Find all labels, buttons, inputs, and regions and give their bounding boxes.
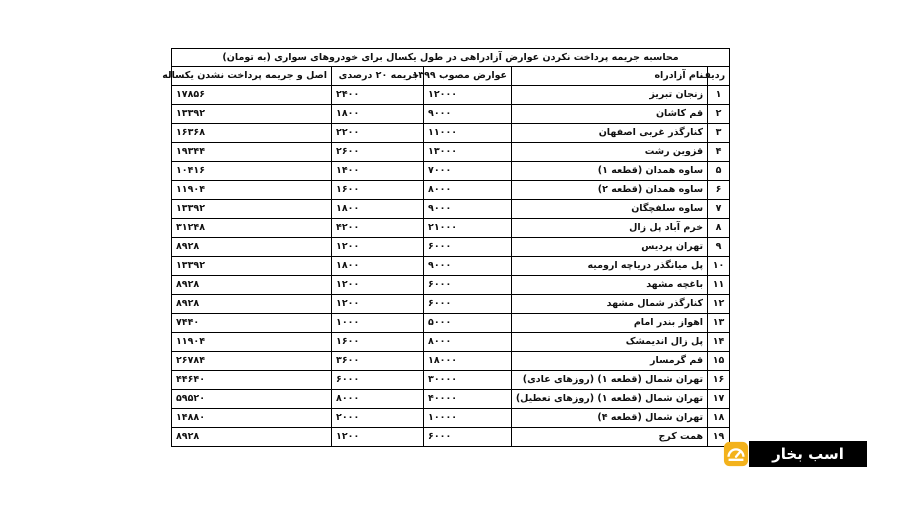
approved-toll-cell: ۱۲۰۰۰ <box>424 86 512 105</box>
freeway-name-cell: قم گرمسار <box>512 352 708 371</box>
row-number-cell: ۳ <box>708 124 730 143</box>
fine-cell: ۶۰۰۰ <box>332 371 424 390</box>
total-cell: ۳۱۲۴۸ <box>172 219 332 238</box>
fine-cell: ۱۸۰۰ <box>332 200 424 219</box>
fine-cell: ۱۲۰۰ <box>332 276 424 295</box>
freeway-name-cell: باغچه مشهد <box>512 276 708 295</box>
approved-toll-cell: ۱۰۰۰۰ <box>424 409 512 428</box>
row-number-cell: ۸ <box>708 219 730 238</box>
approved-toll-cell: ۷۰۰۰ <box>424 162 512 181</box>
approved-toll-cell: ۹۰۰۰ <box>424 257 512 276</box>
total-cell: ۸۹۲۸ <box>172 428 332 447</box>
row-number-cell: ۱۹ <box>708 428 730 447</box>
table-row <box>172 409 730 428</box>
total-cell: ۱۶۳۶۸ <box>172 124 332 143</box>
table-row <box>172 352 730 371</box>
logo-wordmark: اسب بخار <box>749 441 867 467</box>
total-cell: ۱۷۸۵۶ <box>172 86 332 105</box>
table-row <box>172 86 730 105</box>
fine-cell: ۱۲۰۰ <box>332 238 424 257</box>
approved-toll-cell: ۱۱۰۰۰ <box>424 124 512 143</box>
fine-cell: ۱۸۰۰ <box>332 105 424 124</box>
approved-toll-cell: ۲۱۰۰۰ <box>424 219 512 238</box>
approved-toll-cell: ۶۰۰۰ <box>424 276 512 295</box>
approved-toll-cell: ۱۳۰۰۰ <box>424 143 512 162</box>
fine-cell: ۳۶۰۰ <box>332 352 424 371</box>
fine-cell: ۱۶۰۰ <box>332 333 424 352</box>
total-cell: ۸۹۲۸ <box>172 276 332 295</box>
total-cell: ۱۹۳۴۴ <box>172 143 332 162</box>
fine-cell: ۲۶۰۰ <box>332 143 424 162</box>
total-cell: ۵۹۵۲۰ <box>172 390 332 409</box>
table-row <box>172 276 730 295</box>
approved-toll-cell: ۶۰۰۰ <box>424 428 512 447</box>
row-number-cell: ۱۵ <box>708 352 730 371</box>
table-body <box>172 86 730 447</box>
freeway-name-cell: قزوین رشت <box>512 143 708 162</box>
freeway-name-cell: پل میانگذر دریاچه ارومیه <box>512 257 708 276</box>
approved-toll-cell: ۶۰۰۰ <box>424 238 512 257</box>
freeway-name-cell: ساوه همدان (قطعه ۲) <box>512 181 708 200</box>
approved-toll-cell: ۸۰۰۰ <box>424 181 512 200</box>
total-cell: ۴۴۶۴۰ <box>172 371 332 390</box>
approved-toll-cell: ۴۰۰۰۰ <box>424 390 512 409</box>
freeway-name-cell: کنارگذر غربی اصفهان <box>512 124 708 143</box>
header-freeway-name: نام آزادراه <box>512 67 708 86</box>
table-row <box>172 333 730 352</box>
header-fine: جریمه ۲۰ درصدی <box>332 67 424 86</box>
row-number-cell: ۱۶ <box>708 371 730 390</box>
total-cell: ۸۹۲۸ <box>172 238 332 257</box>
freeway-name-cell: اهواز بندر امام <box>512 314 708 333</box>
title-row <box>172 49 730 67</box>
total-cell: ۸۹۲۸ <box>172 295 332 314</box>
row-number-cell: ۱۳ <box>708 314 730 333</box>
total-cell: ۱۳۳۹۲ <box>172 105 332 124</box>
approved-toll-cell: ۹۰۰۰ <box>424 200 512 219</box>
freeway-name-cell: تهران شمال (قطعه ۱) (روزهای عادی) <box>512 371 708 390</box>
total-cell: ۷۴۴۰ <box>172 314 332 333</box>
table-row <box>172 428 730 447</box>
toll-fine-table <box>162 48 730 447</box>
freeway-name-cell: تهران پردیس <box>512 238 708 257</box>
freeway-name-cell: کنارگذر شمال مشهد <box>512 295 708 314</box>
speed-badge-icon <box>723 441 749 467</box>
total-cell: ۱۳۳۹۲ <box>172 200 332 219</box>
fine-cell: ۱۸۰۰ <box>332 257 424 276</box>
table-row <box>172 371 730 390</box>
fine-cell: ۱۰۰۰ <box>332 314 424 333</box>
approved-toll-cell: ۶۰۰۰ <box>424 295 512 314</box>
total-cell: ۱۳۳۹۲ <box>172 257 332 276</box>
row-number-cell: ۱۲ <box>708 295 730 314</box>
table-row <box>172 181 730 200</box>
freeway-name-cell: همت کرج <box>512 428 708 447</box>
fine-cell: ۱۲۰۰ <box>332 295 424 314</box>
row-number-cell: ۱۷ <box>708 390 730 409</box>
table-row <box>172 105 730 124</box>
table-row <box>172 314 730 333</box>
fine-cell: ۲۰۰۰ <box>332 409 424 428</box>
approved-toll-cell: ۸۰۰۰ <box>424 333 512 352</box>
row-number-cell: ۱۱ <box>708 276 730 295</box>
freeway-name-cell: پل زال اندیمشک <box>512 333 708 352</box>
table-row <box>172 162 730 181</box>
total-cell: ۲۶۷۸۴ <box>172 352 332 371</box>
fine-cell: ۱۴۰۰ <box>332 162 424 181</box>
row-number-cell: ۴ <box>708 143 730 162</box>
table-row <box>172 238 730 257</box>
row-number-cell: ۵ <box>708 162 730 181</box>
table-row <box>172 219 730 238</box>
header-row <box>172 67 730 86</box>
freeway-name-cell: تهران شمال (قطعه ۴) <box>512 409 708 428</box>
row-number-cell: ۱۰ <box>708 257 730 276</box>
header-row-number: ردیف <box>708 67 730 86</box>
fine-cell: ۱۶۰۰ <box>332 181 424 200</box>
asb-bokhar-logo <box>727 439 867 469</box>
total-cell: ۱۰۴۱۶ <box>172 162 332 181</box>
table-row <box>172 124 730 143</box>
freeway-name-cell: قم کاشان <box>512 105 708 124</box>
table-row <box>172 390 730 409</box>
approved-toll-cell: ۵۰۰۰ <box>424 314 512 333</box>
total-cell: ۱۱۹۰۴ <box>172 333 332 352</box>
row-number-cell: ۱ <box>708 86 730 105</box>
freeway-name-cell: ساوه سلفچگان <box>512 200 708 219</box>
approved-toll-cell: ۳۰۰۰۰ <box>424 371 512 390</box>
freeway-name-cell: خرم آباد پل زال <box>512 219 708 238</box>
freeway-name-cell: زنجان تبریز <box>512 86 708 105</box>
row-number-cell: ۱۴ <box>708 333 730 352</box>
fine-cell: ۲۲۰۰ <box>332 124 424 143</box>
row-number-cell: ۲ <box>708 105 730 124</box>
row-number-cell: ۷ <box>708 200 730 219</box>
table-title: محاسبه جریمه پرداخت نکردن عوارض آزادراهی در طول یکسال برای خودروهای سواری (به تومان) <box>172 49 730 67</box>
row-number-cell: ۹ <box>708 238 730 257</box>
table-row <box>172 257 730 276</box>
freeway-name-cell: تهران شمال (قطعه ۱) (روزهای تعطیل) <box>512 390 708 409</box>
table-row <box>172 143 730 162</box>
fine-cell: ۲۴۰۰ <box>332 86 424 105</box>
approved-toll-cell: ۱۸۰۰۰ <box>424 352 512 371</box>
table-row <box>172 295 730 314</box>
total-cell: ۱۴۸۸۰ <box>172 409 332 428</box>
total-cell: ۱۱۹۰۴ <box>172 181 332 200</box>
header-approved-toll: عوارض مصوب ۱۳۹۹ <box>424 67 512 86</box>
table-row <box>172 200 730 219</box>
fine-cell: ۸۰۰۰ <box>332 390 424 409</box>
fine-cell: ۱۲۰۰ <box>332 428 424 447</box>
fine-cell: ۴۲۰۰ <box>332 219 424 238</box>
row-number-cell: ۶ <box>708 181 730 200</box>
toll-table-container <box>162 48 729 447</box>
header-total: اصل و جریمه پرداخت نشدن یکساله <box>172 67 332 86</box>
approved-toll-cell: ۹۰۰۰ <box>424 105 512 124</box>
row-number-cell: ۱۸ <box>708 409 730 428</box>
freeway-name-cell: ساوه همدان (قطعه ۱) <box>512 162 708 181</box>
